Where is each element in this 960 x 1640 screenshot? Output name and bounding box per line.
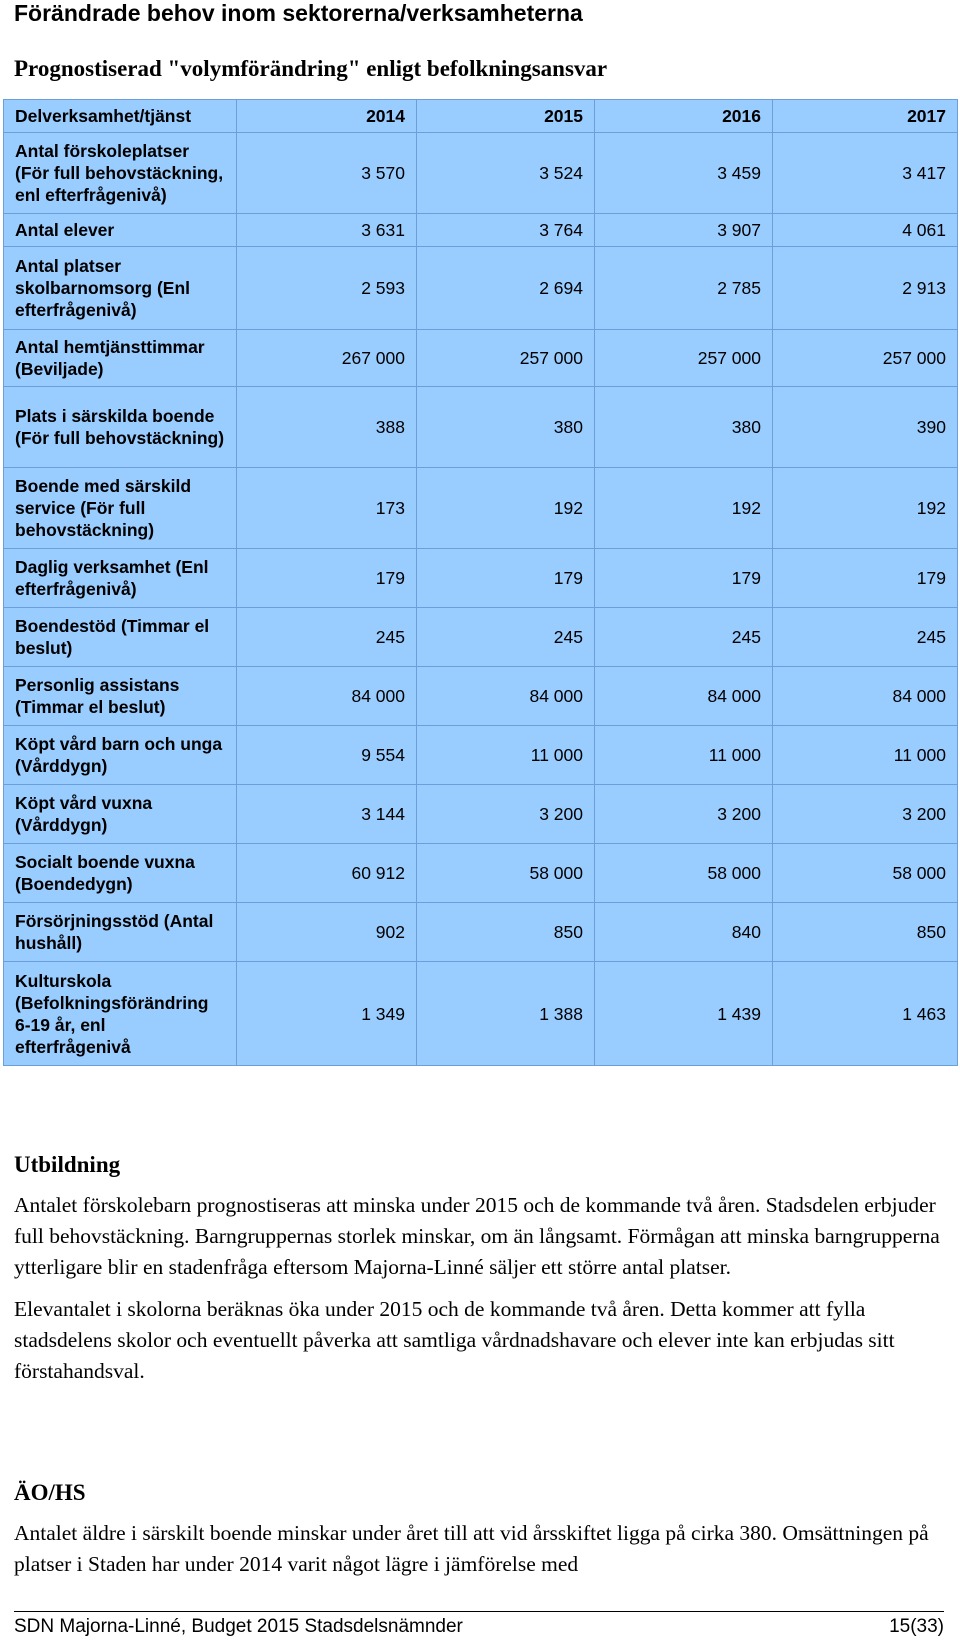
cell-2017: 11 000 xyxy=(773,726,958,785)
utbildning-paragraph: Antalet förskolebarn prognostiseras att minska under 2015 och de kommande två åren. Stadsdelen erbjuder full behovstäckning. Barngruppernas storlek minskar, om än långsamt. Förmågan att minska barngrupperna ytterligare blir en stadenfråga eftersom Majorna-Linné säljer ett större antal platser. xyxy=(14,1193,940,1279)
cell-2015: 3 200 xyxy=(417,785,595,844)
cell-2015: 380 xyxy=(417,387,595,468)
footer-page-number: 15(33) xyxy=(889,1616,944,1637)
cell-2016: 3 459 xyxy=(595,133,773,214)
cell-2016: 11 000 xyxy=(595,726,773,785)
cell-2016: 2 785 xyxy=(595,247,773,330)
cell-2015: 11 000 xyxy=(417,726,595,785)
cell-2015: 257 000 xyxy=(417,330,595,387)
row-label: Försörjningsstöd (Antal hushåll) xyxy=(4,903,237,962)
cell-2017: 58 000 xyxy=(773,844,958,903)
cell-2014: 9 554 xyxy=(237,726,417,785)
cell-2014: 84 000 xyxy=(237,667,417,726)
row-label: Antal hemtjänsttimmar (Beviljade) xyxy=(4,330,237,387)
column-header-2014: 2014 xyxy=(237,100,417,133)
aohs-paragraph: Antalet äldre i särskilt boende minskar under året till att vid årsskiftet ligga på cirka 380. Omsättningen på platser i Staden har under 2014 varit något lägre i jämförelse med xyxy=(14,1521,929,1576)
utbildning-title: Utbildning xyxy=(14,1152,121,1177)
column-header-service: Delverksamhet/tjänst xyxy=(4,100,237,133)
cell-2015: 245 xyxy=(417,608,595,667)
table-row xyxy=(4,133,958,214)
cell-2017: 2 913 xyxy=(773,247,958,330)
cell-2016: 3 200 xyxy=(595,785,773,844)
cell-2014: 3 631 xyxy=(237,214,417,247)
cell-2017: 179 xyxy=(773,549,958,608)
cell-2015: 3 524 xyxy=(417,133,595,214)
cell-2017: 3 200 xyxy=(773,785,958,844)
cell-2016: 840 xyxy=(595,903,773,962)
table-row xyxy=(4,468,958,549)
footer-divider xyxy=(14,1611,944,1612)
row-label: Socialt boende vuxna (Boendedygn) xyxy=(4,844,237,903)
page-footer xyxy=(14,1616,944,1640)
table-header-row xyxy=(4,100,958,133)
cell-2014: 267 000 xyxy=(237,330,417,387)
row-label: Antal elever xyxy=(4,214,237,247)
cell-2016: 58 000 xyxy=(595,844,773,903)
table-row xyxy=(4,214,958,247)
row-label: Daglig verksamhet (Enl efterfrågenivå) xyxy=(4,549,237,608)
utbildning-section xyxy=(14,1150,944,1387)
table-row xyxy=(4,726,958,785)
cell-2015: 192 xyxy=(417,468,595,549)
cell-2014: 2 593 xyxy=(237,247,417,330)
row-label: Antal platser skolbarnomsorg (Enl efterfrågenivå) xyxy=(4,247,237,330)
page-heading: Förändrade behov inom sektorerna/verksamheterna xyxy=(14,0,583,26)
table-row xyxy=(4,785,958,844)
cell-2017: 257 000 xyxy=(773,330,958,387)
row-label: Personlig assistans (Timmar el beslut) xyxy=(4,667,237,726)
cell-2016: 84 000 xyxy=(595,667,773,726)
cell-2015: 58 000 xyxy=(417,844,595,903)
table-row xyxy=(4,844,958,903)
row-label: Antal förskoleplatser (För full behovstäckning, enl efterfrågenivå) xyxy=(4,133,237,214)
cell-2017: 3 417 xyxy=(773,133,958,214)
cell-2015: 850 xyxy=(417,903,595,962)
cell-2014: 3 570 xyxy=(237,133,417,214)
cell-2017: 1 463 xyxy=(773,962,958,1066)
cell-2016: 380 xyxy=(595,387,773,468)
aohs-section xyxy=(14,1478,944,1580)
row-label: Köpt vård vuxna (Vårddygn) xyxy=(4,785,237,844)
table-heading: Prognostiserad "volymförändring" enligt befolkningsansvar xyxy=(14,56,608,81)
row-label: Boendestöd (Timmar el beslut) xyxy=(4,608,237,667)
cell-2015: 1 388 xyxy=(417,962,595,1066)
cell-2014: 173 xyxy=(237,468,417,549)
row-label: Boende med särskild service (För full behovstäckning) xyxy=(4,468,237,549)
cell-2017: 192 xyxy=(773,468,958,549)
row-label: Kulturskola (Befolkningsförändring 6-19 år, enl efterfrågenivå xyxy=(4,962,237,1066)
column-header-2016: 2016 xyxy=(595,100,773,133)
table-row xyxy=(4,247,958,330)
cell-2016: 3 907 xyxy=(595,214,773,247)
cell-2016: 192 xyxy=(595,468,773,549)
cell-2014: 60 912 xyxy=(237,844,417,903)
table-row xyxy=(4,962,958,1066)
forecast-table xyxy=(3,99,958,1066)
cell-2017: 4 061 xyxy=(773,214,958,247)
column-header-2015: 2015 xyxy=(417,100,595,133)
column-header-2017: 2017 xyxy=(773,100,958,133)
cell-2017: 850 xyxy=(773,903,958,962)
table-row xyxy=(4,387,958,468)
cell-2016: 257 000 xyxy=(595,330,773,387)
cell-2014: 245 xyxy=(237,608,417,667)
aohs-title: ÄO/HS xyxy=(14,1480,86,1505)
table-row xyxy=(4,608,958,667)
cell-2016: 179 xyxy=(595,549,773,608)
table-row xyxy=(4,903,958,962)
footer-document-title: SDN Majorna-Linné, Budget 2015 Stadsdelsnämnder xyxy=(14,1616,463,1637)
utbildning-paragraph: Elevantalet i skolorna beräknas öka under 2015 och de kommande två åren. Detta kommer att fylla stadsdelens skolor och eventuellt påverka att samtliga vårdnadshavare och elever inte kan erbjudas sitt förstahandsval. xyxy=(14,1297,895,1383)
cell-2017: 245 xyxy=(773,608,958,667)
cell-2017: 390 xyxy=(773,387,958,468)
table-row xyxy=(4,549,958,608)
cell-2014: 1 349 xyxy=(237,962,417,1066)
row-label: Köpt vård barn och unga (Vårddygn) xyxy=(4,726,237,785)
table-row xyxy=(4,667,958,726)
cell-2017: 84 000 xyxy=(773,667,958,726)
cell-2014: 179 xyxy=(237,549,417,608)
forecast-table-container xyxy=(3,99,957,1066)
cell-2014: 3 144 xyxy=(237,785,417,844)
cell-2014: 388 xyxy=(237,387,417,468)
cell-2016: 1 439 xyxy=(595,962,773,1066)
table-row xyxy=(4,330,958,387)
row-label: Plats i särskilda boende (För full behovstäckning) xyxy=(4,387,237,468)
cell-2016: 245 xyxy=(595,608,773,667)
cell-2014: 902 xyxy=(237,903,417,962)
cell-2015: 84 000 xyxy=(417,667,595,726)
cell-2015: 179 xyxy=(417,549,595,608)
cell-2015: 2 694 xyxy=(417,247,595,330)
cell-2015: 3 764 xyxy=(417,214,595,247)
